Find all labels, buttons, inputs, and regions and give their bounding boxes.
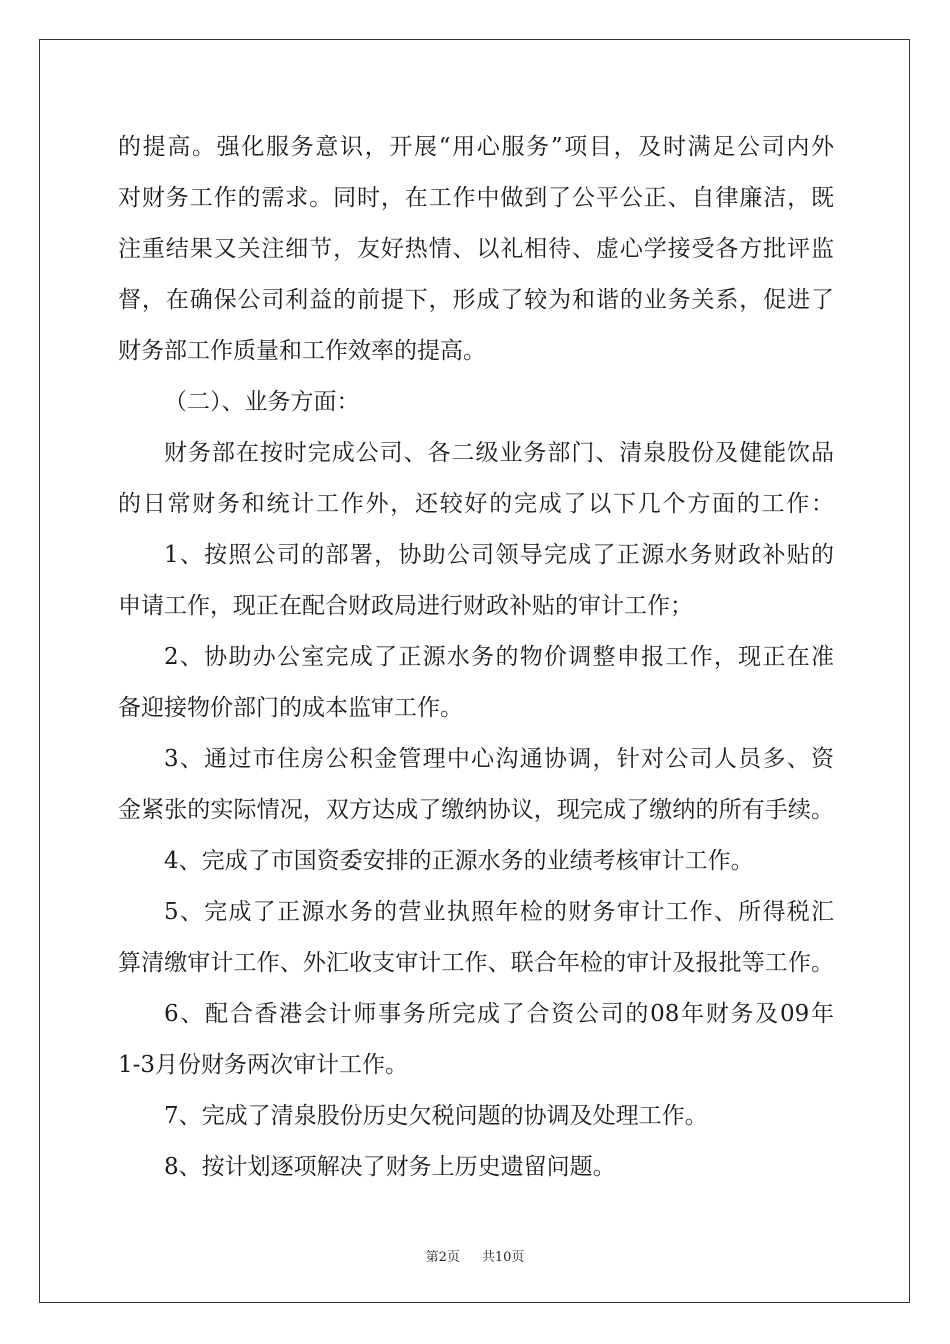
text-line: 5、完成了正源水务的营业执照年检的财务审计工作、所得税汇 <box>164 899 834 925</box>
text-line: 对财务工作的需求。同时，在工作中做到了公平公正、自律廉洁，既 <box>118 185 834 211</box>
text-line: 3、通过市住房公积金管理中心沟通协调，针对公司人员多、资 <box>164 746 834 772</box>
text-line: 的日常财务和统计工作外，还较好的完成了以下几个方面的工作： <box>118 491 834 517</box>
text-line: 7、完成了清泉股份历史欠税问题的协调及处理工作。 <box>164 1103 708 1129</box>
text-line: 1、按照公司的部署，协助公司领导完成了正源水务财政补贴的 <box>164 542 834 568</box>
text-line: 注重结果又关注细节，友好热情、以礼相待、虚心学接受各方批评监 <box>118 236 834 262</box>
text-line: 1-3月份财务两次审计工作。 <box>118 1052 409 1078</box>
text-line: 2、协助办公室完成了正源水务的物价调整申报工作，现正在准 <box>164 644 834 670</box>
page-footer <box>0 1246 950 1265</box>
text-line: 8、按计划逐项解决了财务上历史遗留问题。 <box>164 1154 616 1180</box>
text-line: 备迎接物价部门的成本监审工作。 <box>118 695 463 721</box>
document-body <box>118 122 834 1193</box>
text-line: 财务部工作质量和工作效率的提高。 <box>118 338 486 364</box>
text-line: 金紧张的实际情况，双方达成了缴纳协议，现完成了缴纳的所有手续。 <box>118 797 834 823</box>
text-line: 6、配合香港会计师事务所完成了合资公司的08年财务及09年 <box>164 1001 834 1027</box>
page-number: 第2页 <box>425 1250 460 1265</box>
text-line: 申请工作，现正在配合财政局进行财政补贴的审计工作； <box>118 593 693 619</box>
section-heading: （二）、业务方面： <box>164 389 360 415</box>
text-line: 4、完成了市国资委安排的正源水务的业绩考核审计工作。 <box>164 848 754 874</box>
text-line: 财务部在按时完成公司、各二级业务部门、清泉股份及健能饮品 <box>164 440 834 466</box>
text-line: 算清缴审计工作、外汇收支审计工作、联合年检的审计及报批等工作。 <box>118 950 834 976</box>
text-line: 的提高。强化服务意识，开展“用心服务”项目，及时满足公司内外 <box>118 134 834 160</box>
page-total: 共10页 <box>481 1250 525 1265</box>
text-line: 督，在确保公司利益的前提下，形成了较为和谐的业务关系，促进了 <box>118 287 834 313</box>
